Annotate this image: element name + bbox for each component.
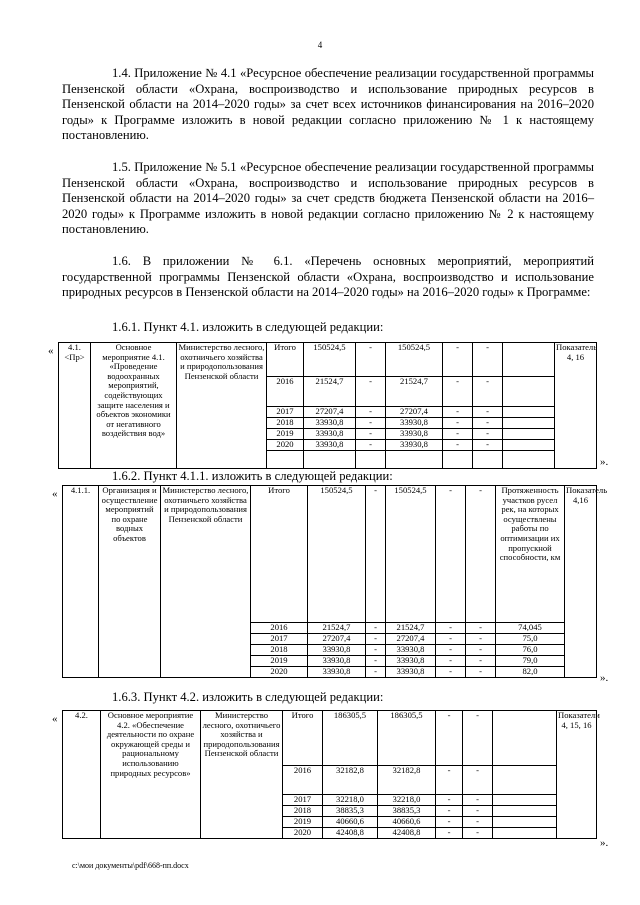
other-cell: - (473, 377, 503, 407)
year-cell: 2018 (283, 806, 323, 817)
total-cell: 33930,8 (304, 440, 356, 451)
local-cell: - (436, 817, 463, 828)
open-quote: « (52, 713, 58, 725)
local-cell: - (436, 795, 463, 806)
table-4-1-1 (62, 485, 608, 678)
year-cell: Итого (251, 486, 308, 623)
total-cell: 21524,7 (308, 623, 366, 634)
region-cell: 33930,8 (386, 429, 443, 440)
target-cell (493, 817, 557, 828)
total-cell: 33930,8 (304, 429, 356, 440)
region-cell (386, 451, 443, 469)
local-cell: - (436, 623, 466, 634)
year-cell: 2020 (267, 440, 304, 451)
executor: Министерство лесного, охотничьего хозяйства и природопользования Пензенской области (177, 343, 267, 469)
target-cell (503, 407, 555, 418)
target-value: 82,0 (496, 667, 565, 678)
year-cell: Итого (283, 711, 323, 766)
target-cell (503, 418, 555, 429)
total-cell: 27207,4 (304, 407, 356, 418)
total-cell: 33930,8 (308, 645, 366, 656)
local-cell: - (443, 407, 473, 418)
fed-cell: - (366, 623, 386, 634)
target-value: 75,0 (496, 634, 565, 645)
year-cell: 2017 (251, 634, 308, 645)
other-cell: - (463, 795, 493, 806)
region-cell: 38835,3 (378, 806, 436, 817)
row-number: 4.2. (63, 711, 101, 839)
other-cell: - (473, 407, 503, 418)
open-quote: « (48, 345, 54, 357)
year-cell: 2017 (283, 795, 323, 806)
local-cell: - (436, 828, 463, 839)
fed-cell: - (356, 407, 386, 418)
target-cell (493, 806, 557, 817)
subheading-1-6-2: 1.6.2. Пункт 4.1.1. изложить в следующей редакции: (112, 469, 393, 483)
target-cell (493, 766, 557, 795)
close-quote: ». (600, 456, 609, 468)
other-cell: - (466, 656, 496, 667)
total-cell: 40660,6 (323, 817, 378, 828)
year-cell: 2017 (267, 407, 304, 418)
region-cell: 32218,0 (378, 795, 436, 806)
other-cell: - (463, 828, 493, 839)
region-cell: 33930,8 (386, 418, 443, 429)
region-cell: 33930,8 (386, 656, 436, 667)
open-quote: « (52, 488, 58, 500)
table-4-1 (58, 342, 597, 469)
other-cell (473, 451, 503, 469)
fed-cell: - (356, 440, 386, 451)
total-cell: 186305,5 (323, 711, 378, 766)
local-cell: - (436, 806, 463, 817)
total-cell: 150524,5 (308, 486, 366, 623)
subheading-1-6-1: 1.6.1. Пункт 4.1. изложить в следующей редакции: (112, 320, 384, 334)
paragraph-1-6: 1.6. В приложении № 6.1. «Перечень основных мероприятий, мероприятий государственной программы Пензенской области «Охрана, воспроизводство и использование природных ресурсов в Пензенской области на 2014–2020 годы» на 2016–2020 годы» к Программе: (62, 254, 594, 300)
total-cell: 32218,0 (323, 795, 378, 806)
year-cell: 2020 (283, 828, 323, 839)
local-cell: - (443, 429, 473, 440)
other-cell: - (466, 667, 496, 678)
total-cell: 33930,8 (308, 656, 366, 667)
year-cell: Итого (267, 343, 304, 377)
measure-name: Основное мероприятие 4.1. «Проведение водоохранных мероприятий, содействующих защите населения и объектов экономики от негативного воздействия вод» (91, 343, 177, 469)
target-value: 74,045 (496, 623, 565, 634)
fed-cell: - (366, 667, 386, 678)
total-cell: 33930,8 (308, 667, 366, 678)
indicator-cell: Показатели 4, 15, 16 (557, 711, 597, 839)
year-cell: 2016 (267, 377, 304, 407)
region-cell: 32182,8 (378, 766, 436, 795)
other-cell: - (473, 418, 503, 429)
table-row (59, 343, 597, 377)
other-cell: - (463, 817, 493, 828)
indicator-cell: Показатель 4, 16 (555, 343, 597, 469)
region-cell: 33930,8 (386, 440, 443, 451)
fed-cell: - (356, 377, 386, 407)
year-cell: 2018 (267, 418, 304, 429)
fed-cell: - (366, 656, 386, 667)
other-cell: - (473, 429, 503, 440)
target-cell (503, 429, 555, 440)
target-cell (503, 451, 555, 469)
other-cell: - (473, 440, 503, 451)
region-cell: 21524,7 (386, 377, 443, 407)
file-path-footer: c:\мои документы\pdf\668-пп.docx (72, 861, 189, 870)
target-cell (493, 711, 557, 766)
region-cell: 42408,8 (378, 828, 436, 839)
local-cell: - (443, 343, 473, 377)
other-cell: - (463, 766, 493, 795)
total-cell: 21524,7 (304, 377, 356, 407)
total-cell: 38835,3 (323, 806, 378, 817)
local-cell: - (436, 711, 463, 766)
total-cell: 27207,4 (308, 634, 366, 645)
target-cell (493, 828, 557, 839)
region-cell: 21524,7 (386, 623, 436, 634)
region-cell: 40660,6 (378, 817, 436, 828)
target-cell (503, 343, 555, 377)
local-cell: - (443, 440, 473, 451)
region-cell: 33930,8 (386, 645, 436, 656)
year-cell: 2020 (251, 667, 308, 678)
executor: Министерство лесного, охотничьего хозяйства и природопользования Пензенской области (161, 486, 251, 678)
measure-name: Организация и осуществление мероприятий по охране водных объектов (99, 486, 161, 678)
region-cell: 33930,8 (386, 667, 436, 678)
close-quote: ». (600, 672, 609, 684)
other-cell: - (466, 634, 496, 645)
total-cell: 42408,8 (323, 828, 378, 839)
target-cell (503, 440, 555, 451)
indicator-cell: Показатель 4,16 (565, 486, 597, 678)
row-number: 4.1.1. (63, 486, 99, 678)
region-cell: 150524,5 (386, 343, 443, 377)
local-cell: - (436, 645, 466, 656)
year-cell: 2019 (267, 429, 304, 440)
total-cell: 150524,5 (304, 343, 356, 377)
total-cell: 32182,8 (323, 766, 378, 795)
target-cell (493, 795, 557, 806)
local-cell: - (436, 656, 466, 667)
local-cell: - (436, 634, 466, 645)
fed-cell: - (366, 634, 386, 645)
fed-cell (356, 451, 386, 469)
fed-cell: - (356, 343, 386, 377)
fed-cell: - (356, 429, 386, 440)
year-cell: 2018 (251, 645, 308, 656)
local-cell: - (436, 486, 466, 623)
table-row (63, 711, 597, 766)
other-cell: - (466, 486, 496, 623)
year-cell: 2016 (251, 623, 308, 634)
local-cell: - (443, 418, 473, 429)
close-quote: ». (600, 837, 609, 849)
subheading-1-6-3: 1.6.3. Пункт 4.2. изложить в следующей редакции: (112, 690, 384, 704)
other-cell: - (463, 711, 493, 766)
row-number: 4.1. <Пр> (59, 343, 91, 469)
local-cell: - (436, 766, 463, 795)
local-cell: - (436, 667, 466, 678)
paragraph-1-4: 1.4. Приложение № 4.1 «Ресурсное обеспечение реализации государственной программы Пензенской области «Охрана, воспроизводство и использование природных ресурсов в Пензенской области на 2014–2020 годы» за счет всех источников финансирования на 2016–2020 годы» к Программе изложить в новой редакции согласно приложению № 1 к настоящему постановлению. (62, 66, 594, 143)
region-cell: 27207,4 (386, 407, 443, 418)
page-number: 4 (317, 40, 323, 50)
target-value: 76,0 (496, 645, 565, 656)
other-cell: - (466, 623, 496, 634)
fed-cell: - (356, 418, 386, 429)
fed-cell: - (366, 486, 386, 623)
target-indicator-name: Протяженность участков русел рек, на которых осуществлены работы по оптимизации их пропускной способности, км (496, 486, 565, 623)
other-cell: - (463, 806, 493, 817)
local-cell (443, 451, 473, 469)
year-cell: 2019 (283, 817, 323, 828)
table-4-2 (62, 710, 600, 839)
fed-cell: - (366, 645, 386, 656)
executor: Министерство лесного, охотничьего хозяйства и природопользования Пензенской области (201, 711, 283, 839)
year-cell: 2016 (283, 766, 323, 795)
other-cell: - (466, 645, 496, 656)
paragraph-1-5: 1.5. Приложение № 5.1 «Ресурсное обеспечение реализации государственной программы Пензенской области «Охрана, воспроизводство и использование природных ресурсов в Пензенской области на 2014–2020 годы» за счет средств бюджета Пензенской области на 2016–2020 годы» к Программе изложить в новой редакции согласно приложению № 2 к настоящему постановлению. (62, 160, 594, 237)
total-cell: 33930,8 (304, 418, 356, 429)
table-row (63, 486, 597, 623)
year-cell: 2019 (251, 656, 308, 667)
region-cell: 150524,5 (386, 486, 436, 623)
total-cell (304, 451, 356, 469)
region-cell: 27207,4 (386, 634, 436, 645)
year-cell (267, 451, 304, 469)
local-cell: - (443, 377, 473, 407)
region-cell: 186305,5 (378, 711, 436, 766)
target-cell (503, 377, 555, 407)
measure-name: Основное мероприятие 4.2. «Обеспечение деятельности по охране окружающей среды и рациональному использованию природных ресурсов» (101, 711, 201, 839)
other-cell: - (473, 343, 503, 377)
target-value: 79,0 (496, 656, 565, 667)
